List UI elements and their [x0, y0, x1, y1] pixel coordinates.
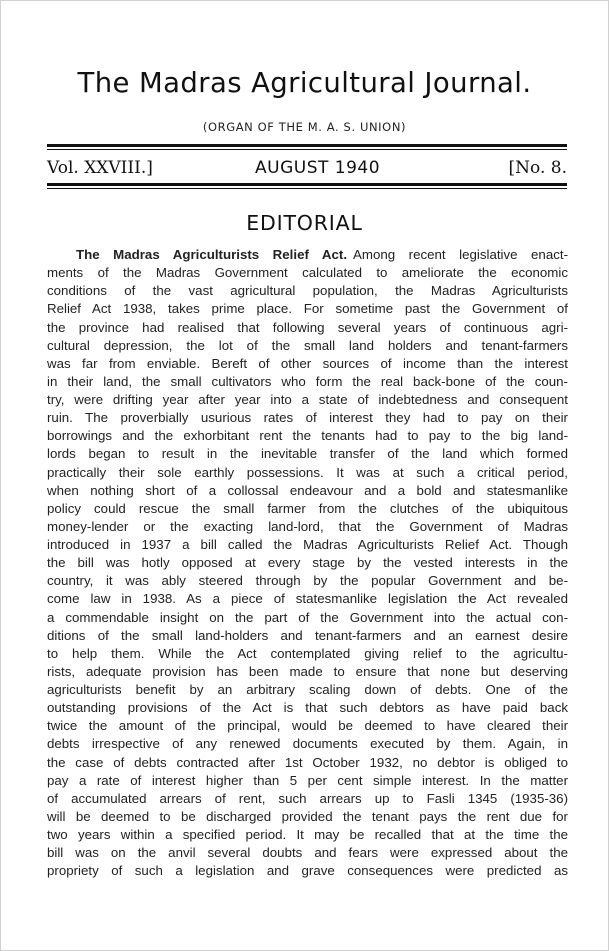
article-line: propriety of such a legislation and grave consequences were predicted as — [47, 863, 568, 879]
article-line: the bill was hotly opposed at every stage by the vested interests in the — [47, 555, 568, 571]
article-line: lords began to result in the inevitable transfer of the land which formed — [47, 446, 568, 462]
article-line: country, it was ably steered through by the popular Government and be- — [47, 573, 568, 589]
bottom-rule-thick — [47, 183, 567, 186]
article-line: twice the amount of the principal, would be deemed to have cleared their — [47, 718, 568, 734]
issue-number: [No. 8. — [508, 158, 567, 178]
article-line: Relief Act 1938, takes prime place. For sometime past the Government of — [47, 301, 568, 317]
article-line-text: Among recent legislative enact- — [353, 247, 568, 262]
article-line: policy could rescue the small farmer from the clutches of the ubiquitous — [47, 500, 568, 516]
article-line: outstanding provisions of the Act is that such debtors as have paid back — [47, 700, 568, 716]
journal-title: The Madras Agricultural Journal. — [77, 67, 532, 99]
article-line: bill was on the anvil several doubts and fears were expressed about the — [47, 845, 568, 861]
journal-subtitle: (ORGAN OF THE M. A. S. UNION) — [202, 120, 407, 134]
top-rule-thin — [47, 149, 567, 150]
article-line: of accumulated arrears of rent, such arrears up to Fasli 1345 (1935-36) — [47, 790, 568, 806]
article-line: rists, adequate provision has been made to ensure that none but deserving — [47, 663, 568, 679]
article-line: debts irrespective of any renewed documents executed by them. Again, in — [47, 736, 568, 752]
article-line: two years within a specified period. It may be recalled that at the time the — [47, 827, 568, 842]
article-line: agriculturists benefit by an arbitrary scaling down of debts. One of the — [47, 682, 568, 697]
article-line: ments of the Madras Government calculated to ameliorate the economic — [47, 265, 568, 281]
article-line: try, were drifting year after year into a state of indebtedness and consequent — [47, 392, 568, 407]
article-line: the province had realised that following several years of continuous agri- — [47, 319, 568, 335]
article-line — [47, 246, 568, 264]
article-line: the case of debts contracted after 1st October 1932, no debtor is obliged to — [47, 754, 568, 770]
article-line: ditions of the small land-holders and tenant-farmers and an earnest desire — [47, 627, 568, 643]
article-body — [47, 246, 568, 880]
article-line: borrowings and the exhorbitant rent the tenants had to pay to the big land- — [47, 428, 568, 444]
article-line: cultural depression, the lot of the small land holders and tenant-farmers — [47, 337, 568, 353]
section-heading: EDITORIAL — [246, 211, 363, 235]
article-line: when nothing short of a collossal endeavour and a bold and statesmanlike — [47, 482, 568, 498]
volume-label: Vol. XXVIII.] — [47, 158, 153, 178]
article-line: was far from enviable. Bereft of other sources of income than the interest — [47, 355, 568, 371]
article-line: money-lender or the exacting land-lord, that the Government of Madras — [47, 518, 568, 534]
article-line: come law in 1938. As a piece of statesmanlike legislation the Act revealed — [47, 591, 568, 607]
article-line: will be deemed to be discharged provided the tenant pays the rent due for — [47, 808, 568, 824]
bottom-rule-thin — [47, 188, 567, 189]
issue-date: AUGUST 1940 — [255, 158, 381, 178]
article-line: pay a rate of interest higher than 5 per cent simple interest. In the matter — [47, 772, 568, 788]
article-line: introduced in 1937 a bill called the Madras Agriculturists Relief Act. Though — [47, 537, 568, 552]
article-line: practically their sole earthly possessions. It was at such a critical period, — [47, 464, 568, 480]
article-lead-title: The Madras Agriculturists Relief Act. — [76, 247, 348, 262]
article-line: conditions of the vast agricultural population, the Madras Agriculturists — [47, 283, 568, 299]
top-rule-thick — [47, 144, 567, 147]
article-line: in their land, the small cultivators who form the real back-bone of the coun- — [47, 373, 568, 389]
article-line: a commendable insight on the part of the Government into the actual con- — [47, 609, 568, 625]
article-line: ruin. The proverbially usurious rates of interest they had to pay on their — [47, 410, 568, 426]
article-line: to help them. While the Act contemplated giving relief to the agricultu- — [47, 645, 568, 661]
issue-masthead — [47, 158, 567, 182]
